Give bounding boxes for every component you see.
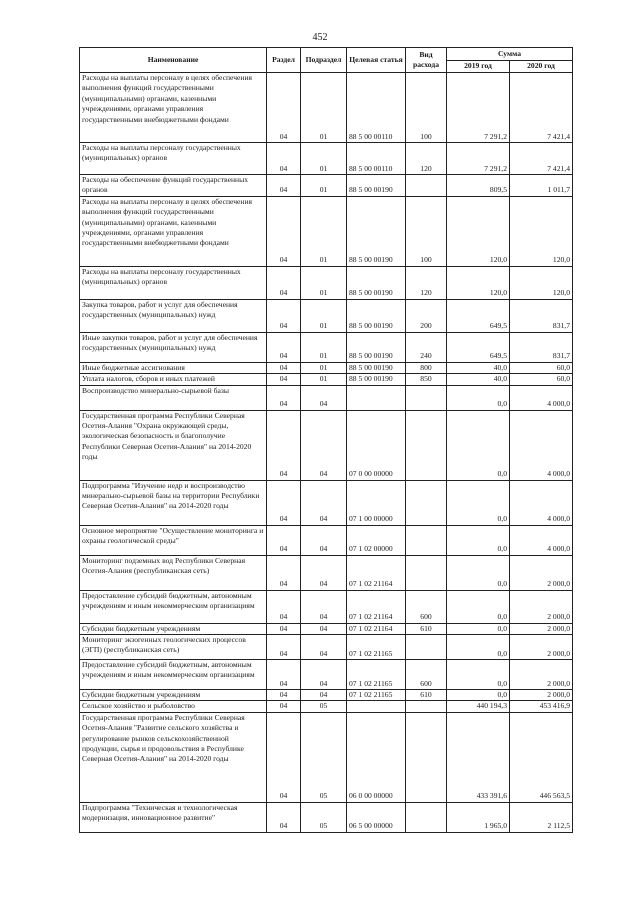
row-name: Мониторинг экзогенных геологических процессов (ЭГП) (республиканская сеть) — [80, 635, 267, 660]
row-expense-type — [406, 802, 447, 832]
row-2019: 0,0 — [447, 525, 510, 555]
row-name: Субсидии бюджетным учреждениям — [80, 690, 267, 701]
row-subsection: 05 — [301, 701, 347, 712]
header-target: Целевая статья — [347, 48, 406, 73]
table-row — [80, 555, 573, 590]
row-section: 04 — [267, 712, 301, 802]
row-name: Воспроизводство минерально-сырьевой базы — [80, 385, 267, 410]
table-row — [80, 362, 573, 373]
header-expense-type: Вид расхода — [406, 48, 447, 73]
row-name: Подпрограмма "Техническая и технологическая модернизация, инновационное развитие" — [80, 802, 267, 832]
table-row — [80, 480, 573, 525]
row-2019: 0,0 — [447, 623, 510, 634]
row-target: 07 1 02 21165 — [347, 635, 406, 660]
row-2019: 0,0 — [447, 385, 510, 410]
row-2020: 831,7 — [510, 299, 573, 332]
row-2020: 7 421,4 — [510, 73, 573, 143]
row-subsection: 01 — [301, 332, 347, 362]
row-name: Расходы на обеспечение функций государственных органов — [80, 175, 267, 197]
table-row — [80, 73, 573, 143]
row-subsection: 01 — [301, 175, 347, 197]
row-2020: 4 000,0 — [510, 480, 573, 525]
row-expense-type: 200 — [406, 299, 447, 332]
row-expense-type: 850 — [406, 374, 447, 385]
row-2019: 7 291,2 — [447, 143, 510, 175]
row-section: 04 — [267, 175, 301, 197]
row-expense-type: 100 — [406, 196, 447, 266]
row-section: 04 — [267, 660, 301, 690]
row-name: Иные закупки товаров, работ и услуг для обеспечения государственных (муниципальных) нужд — [80, 332, 267, 362]
row-target: 88 5 00 00190 — [347, 266, 406, 299]
row-2019: 0,0 — [447, 635, 510, 660]
row-section: 04 — [267, 299, 301, 332]
row-2019: 0,0 — [447, 480, 510, 525]
row-2019: 7 291,2 — [447, 73, 510, 143]
row-expense-type: 600 — [406, 660, 447, 690]
row-expense-type — [406, 712, 447, 802]
row-subsection: 01 — [301, 362, 347, 373]
table-row — [80, 175, 573, 197]
row-2020: 120,0 — [510, 196, 573, 266]
row-name: Предоставление субсидий бюджетным, автономным учреждениям и иным некоммерческим организациям — [80, 590, 267, 623]
row-section: 04 — [267, 410, 301, 480]
row-section: 04 — [267, 332, 301, 362]
table-row — [80, 374, 573, 385]
row-name: Расходы на выплаты персоналу в целях обеспечения выполнения функций государственными (муниципальными) органами, казенными учреждениями, органами управления государственными внебюджетными фондами — [80, 196, 267, 266]
header-2019: 2019 год — [447, 61, 510, 73]
row-section: 04 — [267, 623, 301, 634]
row-target: 06 0 00 00000 — [347, 712, 406, 802]
row-2019: 440 194,3 — [447, 701, 510, 712]
row-2020: 2 000,0 — [510, 555, 573, 590]
row-target: 07 1 02 21164 — [347, 555, 406, 590]
row-name: Предоставление субсидий бюджетным, автономным учреждениям и иным некоммерческим организациям — [80, 660, 267, 690]
table-row — [80, 712, 573, 802]
row-subsection: 01 — [301, 196, 347, 266]
row-subsection: 01 — [301, 143, 347, 175]
table-row — [80, 660, 573, 690]
row-subsection: 04 — [301, 635, 347, 660]
row-2019: 0,0 — [447, 660, 510, 690]
row-subsection: 04 — [301, 555, 347, 590]
table-row — [80, 143, 573, 175]
row-section: 04 — [267, 525, 301, 555]
row-section: 04 — [267, 266, 301, 299]
row-expense-type: 600 — [406, 590, 447, 623]
row-2019: 0,0 — [447, 410, 510, 480]
row-2019: 120,0 — [447, 196, 510, 266]
row-expense-type — [406, 385, 447, 410]
row-expense-type — [406, 701, 447, 712]
row-name: Уплата налогов, сборов и иных платежей — [80, 374, 267, 385]
row-2020: 120,0 — [510, 266, 573, 299]
row-section: 04 — [267, 590, 301, 623]
row-target: 07 1 02 21164 — [347, 590, 406, 623]
table-row — [80, 385, 573, 410]
row-subsection: 04 — [301, 480, 347, 525]
row-2020: 1 011,7 — [510, 175, 573, 197]
row-2019: 40,0 — [447, 374, 510, 385]
row-expense-type — [406, 635, 447, 660]
row-subsection: 04 — [301, 690, 347, 701]
budget-table — [79, 47, 573, 833]
row-target — [347, 701, 406, 712]
header-name: Наименование — [80, 48, 267, 73]
row-section: 04 — [267, 480, 301, 525]
table-row — [80, 196, 573, 266]
row-section: 04 — [267, 362, 301, 373]
row-subsection: 04 — [301, 660, 347, 690]
row-name: Расходы на выплаты персоналу государственных (муниципальных) органов — [80, 143, 267, 175]
row-2020: 2 000,0 — [510, 623, 573, 634]
row-subsection: 04 — [301, 623, 347, 634]
row-2020: 4 000,0 — [510, 525, 573, 555]
row-subsection: 04 — [301, 385, 347, 410]
table-row — [80, 266, 573, 299]
table-row — [80, 701, 573, 712]
row-target: 88 5 00 00190 — [347, 362, 406, 373]
row-subsection: 04 — [301, 525, 347, 555]
row-2020: 60,0 — [510, 362, 573, 373]
row-target: 07 1 02 00000 — [347, 525, 406, 555]
row-name: Закупка товаров, работ и услуг для обеспечения государственных (муниципальных) нужд — [80, 299, 267, 332]
row-2020: 2 000,0 — [510, 660, 573, 690]
row-section: 04 — [267, 635, 301, 660]
table-row — [80, 623, 573, 634]
row-subsection: 01 — [301, 266, 347, 299]
row-target: 88 5 00 00190 — [347, 374, 406, 385]
row-2019: 649,5 — [447, 299, 510, 332]
row-2019: 0,0 — [447, 590, 510, 623]
row-target: 07 1 00 00000 — [347, 480, 406, 525]
row-name: Основное мероприятие "Осуществление мониторинга и охраны геологической среды" — [80, 525, 267, 555]
row-expense-type: 800 — [406, 362, 447, 373]
row-2019: 433 391,6 — [447, 712, 510, 802]
table-row — [80, 299, 573, 332]
row-name: Государственная программа Республики Северная Осетия-Алания "Охрана окружающей среды, экологическая безопасность и благополучие Республики Северная Осетия-Алания" на 2014-2020 годы — [80, 410, 267, 480]
row-expense-type: 610 — [406, 690, 447, 701]
table-row — [80, 590, 573, 623]
row-name: Подпрограмма "Изучение недр и воспроизводство минерально-сырьевой базы на территории Республики Северная Осетия-Алания" на 2014-2020 годы — [80, 480, 267, 525]
page-number: 452 — [312, 32, 328, 43]
row-subsection: 04 — [301, 410, 347, 480]
row-section: 04 — [267, 143, 301, 175]
row-2019: 120,0 — [447, 266, 510, 299]
header-section: Раздел — [267, 48, 301, 73]
table-row — [80, 525, 573, 555]
row-target: 07 1 02 21164 — [347, 623, 406, 634]
row-section: 04 — [267, 701, 301, 712]
row-expense-type: 240 — [406, 332, 447, 362]
row-2020: 2 112,5 — [510, 802, 573, 832]
row-subsection: 05 — [301, 802, 347, 832]
row-2020: 453 416,9 — [510, 701, 573, 712]
row-target: 88 5 00 00190 — [347, 332, 406, 362]
row-section: 04 — [267, 555, 301, 590]
row-subsection: 01 — [301, 374, 347, 385]
row-2020: 60,0 — [510, 374, 573, 385]
row-target: 88 5 00 00190 — [347, 299, 406, 332]
row-section: 04 — [267, 690, 301, 701]
row-2020: 2 000,0 — [510, 690, 573, 701]
row-name: Субсидии бюджетным учреждениям — [80, 623, 267, 634]
row-name: Иные бюджетные ассигнования — [80, 362, 267, 373]
row-subsection: 04 — [301, 590, 347, 623]
table-row — [80, 635, 573, 660]
row-2020: 4 000,0 — [510, 410, 573, 480]
row-name: Сельское хозяйство и рыболовство — [80, 701, 267, 712]
row-target: 07 1 02 21165 — [347, 690, 406, 701]
row-target: 06 5 00 00000 — [347, 802, 406, 832]
row-subsection: 01 — [301, 299, 347, 332]
row-target: 88 5 00 00190 — [347, 196, 406, 266]
row-subsection: 05 — [301, 712, 347, 802]
row-section: 04 — [267, 196, 301, 266]
row-expense-type — [406, 175, 447, 197]
row-2020: 7 421,4 — [510, 143, 573, 175]
row-expense-type — [406, 410, 447, 480]
row-2019: 649,5 — [447, 332, 510, 362]
row-2020: 831,7 — [510, 332, 573, 362]
row-target: 07 0 00 00000 — [347, 410, 406, 480]
row-subsection: 01 — [301, 73, 347, 143]
row-2020: 2 000,0 — [510, 590, 573, 623]
row-section: 04 — [267, 73, 301, 143]
row-name: Мониторинг подземных вод Республики Северная Осетия-Алания (республиканская сеть) — [80, 555, 267, 590]
row-expense-type — [406, 480, 447, 525]
row-2019: 1 965,0 — [447, 802, 510, 832]
row-expense-type — [406, 555, 447, 590]
row-2019: 0,0 — [447, 555, 510, 590]
header-subsection: Подраздел — [301, 48, 347, 73]
row-target: 07 1 02 21165 — [347, 660, 406, 690]
row-target: 88 5 00 00110 — [347, 143, 406, 175]
table-row — [80, 802, 573, 832]
row-2019: 0,0 — [447, 690, 510, 701]
row-2020: 4 000,0 — [510, 385, 573, 410]
row-2019: 809,5 — [447, 175, 510, 197]
row-target: 88 5 00 00190 — [347, 175, 406, 197]
row-expense-type: 100 — [406, 73, 447, 143]
row-section: 04 — [267, 385, 301, 410]
header-sum: Сумма — [447, 48, 573, 61]
row-target: 88 5 00 00110 — [347, 73, 406, 143]
row-section: 04 — [267, 802, 301, 832]
table-row — [80, 332, 573, 362]
row-expense-type: 120 — [406, 266, 447, 299]
row-expense-type: 610 — [406, 623, 447, 634]
row-section: 04 — [267, 374, 301, 385]
row-name: Расходы на выплаты персоналу в целях обеспечения выполнения функций государственными (муниципальными) органами, казенными учреждениями, органами управления государственными внебюджетными фондами — [80, 73, 267, 143]
row-2020: 446 563,5 — [510, 712, 573, 802]
table-body — [80, 73, 573, 833]
table-row — [80, 410, 573, 480]
header-2020: 2020 год — [510, 61, 573, 73]
row-expense-type — [406, 525, 447, 555]
row-2019: 40,0 — [447, 362, 510, 373]
row-2020: 2 000,0 — [510, 635, 573, 660]
table-row — [80, 690, 573, 701]
row-expense-type: 120 — [406, 143, 447, 175]
row-name: Государственная программа Республики Северная Осетия-Алания "Развитие сельского хозяйства и регулирование рынков сельскохозяйственной продукции, сырья и продовольствия в Республике Северная Осетия-Алания" на 2014-2020 годы — [80, 712, 267, 802]
row-target — [347, 385, 406, 410]
row-name: Расходы на выплаты персоналу государственных (муниципальных) органов — [80, 266, 267, 299]
